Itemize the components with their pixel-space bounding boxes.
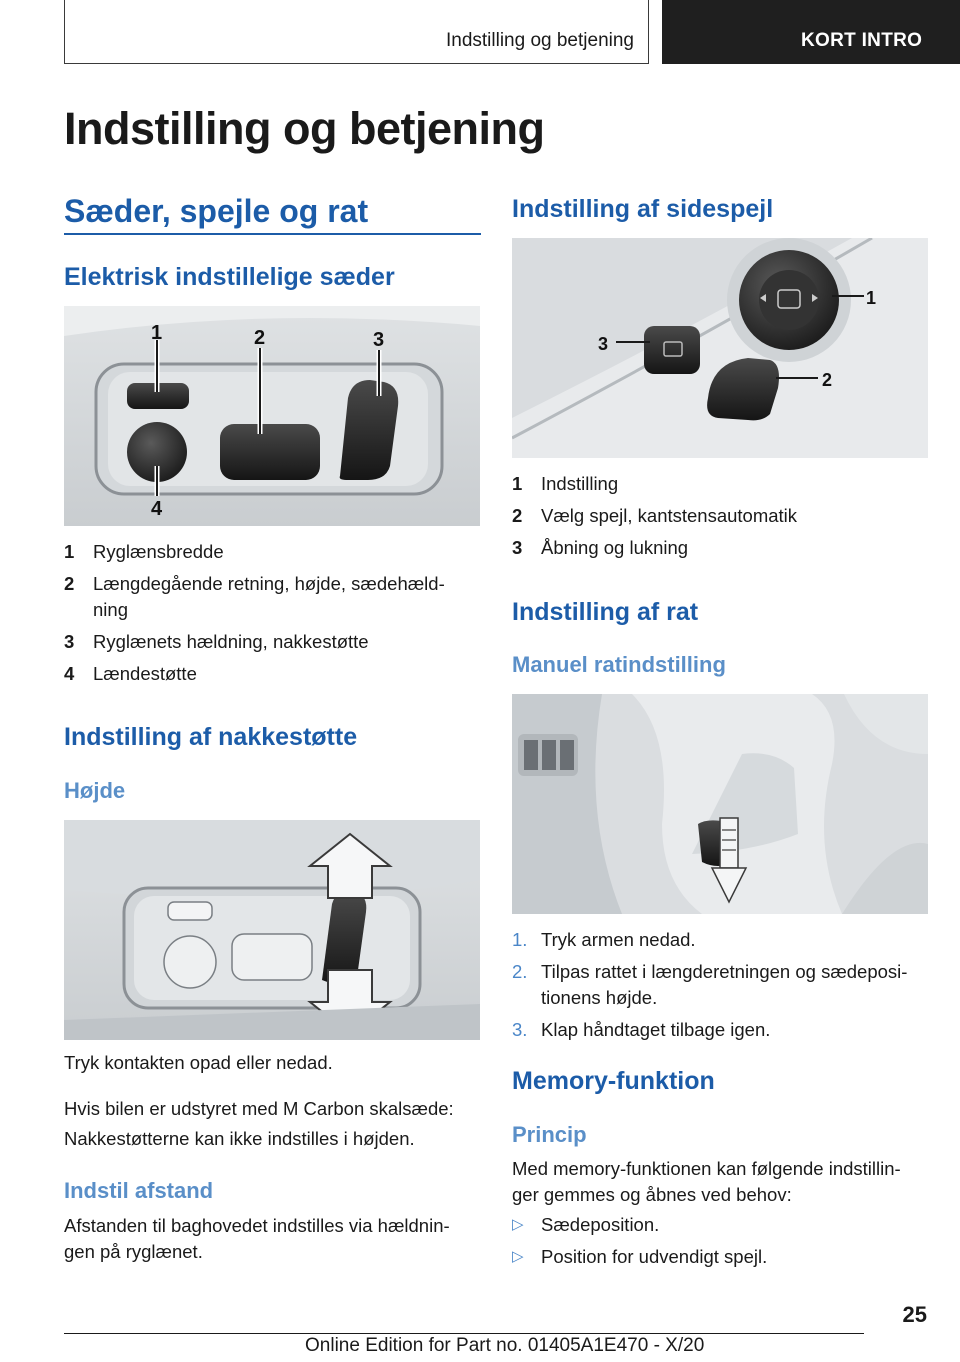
callout-4: 4 xyxy=(151,498,163,520)
mirror-legend-list xyxy=(512,471,928,567)
seat-legend-list xyxy=(64,539,480,693)
list-item: 2 Vælg spejl, kantstensautomatik xyxy=(512,505,798,526)
header-section-box xyxy=(64,0,649,64)
page-number: 25 xyxy=(902,1302,927,1327)
list-item: 4 Lændestøtte xyxy=(64,663,197,684)
heading-adjust-distance: Indstil afstand xyxy=(64,1178,214,1203)
heading-principle: Princip xyxy=(512,1122,587,1147)
heading-electric-seats: Elektrisk indstillelige sæder xyxy=(64,263,395,291)
callout-1: 1 xyxy=(151,322,163,344)
header-chapter-tab[interactable] xyxy=(662,0,960,64)
figure-seat-controls xyxy=(64,306,480,526)
header-section-title: Indstilling og betjening xyxy=(445,30,634,51)
heading-height: Højde xyxy=(64,778,126,803)
paragraph-m-carbon: Hvis bilen er udstyret med M Carbon skalsæde: xyxy=(64,1098,454,1119)
seat-controls-illustration xyxy=(64,306,480,526)
callout-3: 3 xyxy=(598,334,609,354)
list-item: 1. Tryk armen nedad. xyxy=(512,929,696,950)
section-rule xyxy=(64,233,481,235)
paragraph-memory: Med memory-funktionen kan følgende indstillin- ger gemmes og åbnes ved behov: xyxy=(512,1158,901,1205)
list-item: 1 Indstilling xyxy=(512,473,619,494)
callout-3: 3 xyxy=(373,329,385,351)
headrest-switch-illustration xyxy=(64,820,480,1040)
page-title: Indstilling og betjening xyxy=(64,103,545,154)
footer-rule xyxy=(64,1333,864,1334)
list-item: 3. Klap håndtaget tilbage igen. xyxy=(512,1019,771,1040)
paragraph-headrest-no-height: Nakkestøtterne kan ikke indstilles i højden. xyxy=(64,1128,415,1149)
list-item: 2. Tilpas rattet i længderetningen og sædeposi- tionens højde. xyxy=(512,961,908,1008)
triangle-bullet-icon: ▷ xyxy=(512,1248,524,1265)
memory-bullets-list xyxy=(512,1212,928,1276)
triangle-bullet-icon: ▷ xyxy=(512,1216,524,1233)
list-item: 2 Længdegående retning, højde, sædehæld- ning xyxy=(64,573,445,620)
header-chapter-title: KORT INTRO xyxy=(801,30,923,51)
figure-steering-lever xyxy=(512,694,928,914)
figure-mirror-controls xyxy=(512,238,928,458)
heading-memory-function: Memory-funktion xyxy=(512,1067,715,1095)
list-item: 3 Åbning og lukning xyxy=(512,537,689,558)
paragraph-distance: Afstanden til baghovedet indstilles via hældnin- gen på ryglænet. xyxy=(64,1215,450,1262)
figure-headrest-height xyxy=(64,820,480,1040)
mirror-controls-illustration xyxy=(512,238,928,458)
heading-headrest: Indstilling af nakkestøtte xyxy=(64,723,358,751)
steering-lever-illustration xyxy=(512,694,928,914)
paragraph-press-switch: Tryk kontakten opad eller nedad. xyxy=(64,1052,333,1073)
wheel-steps-list xyxy=(512,927,928,1049)
footer-edition: Online Edition for Part no. 01405A1E470 - X/20 xyxy=(305,1335,705,1356)
heading-steering-wheel: Indstilling af rat xyxy=(512,598,699,626)
list-item: ▷ Position for udvendigt spejl. xyxy=(512,1244,928,1270)
heading-side-mirror: Indstilling af sidespejl xyxy=(512,195,774,223)
list-item: ▷ Sædeposition. xyxy=(512,1212,928,1238)
list-item: 1 Ryglænsbredde xyxy=(64,541,224,562)
list-item: 3 Ryglænets hældning, nakkestøtte xyxy=(64,631,369,652)
heading-manual-wheel: Manuel ratindstilling xyxy=(512,652,726,677)
callout-2: 2 xyxy=(822,370,833,390)
callout-2: 2 xyxy=(254,327,266,349)
callout-1: 1 xyxy=(866,288,877,308)
section-heading-seats-mirrors-wheel: Sæder, spejle og rat xyxy=(64,193,369,229)
